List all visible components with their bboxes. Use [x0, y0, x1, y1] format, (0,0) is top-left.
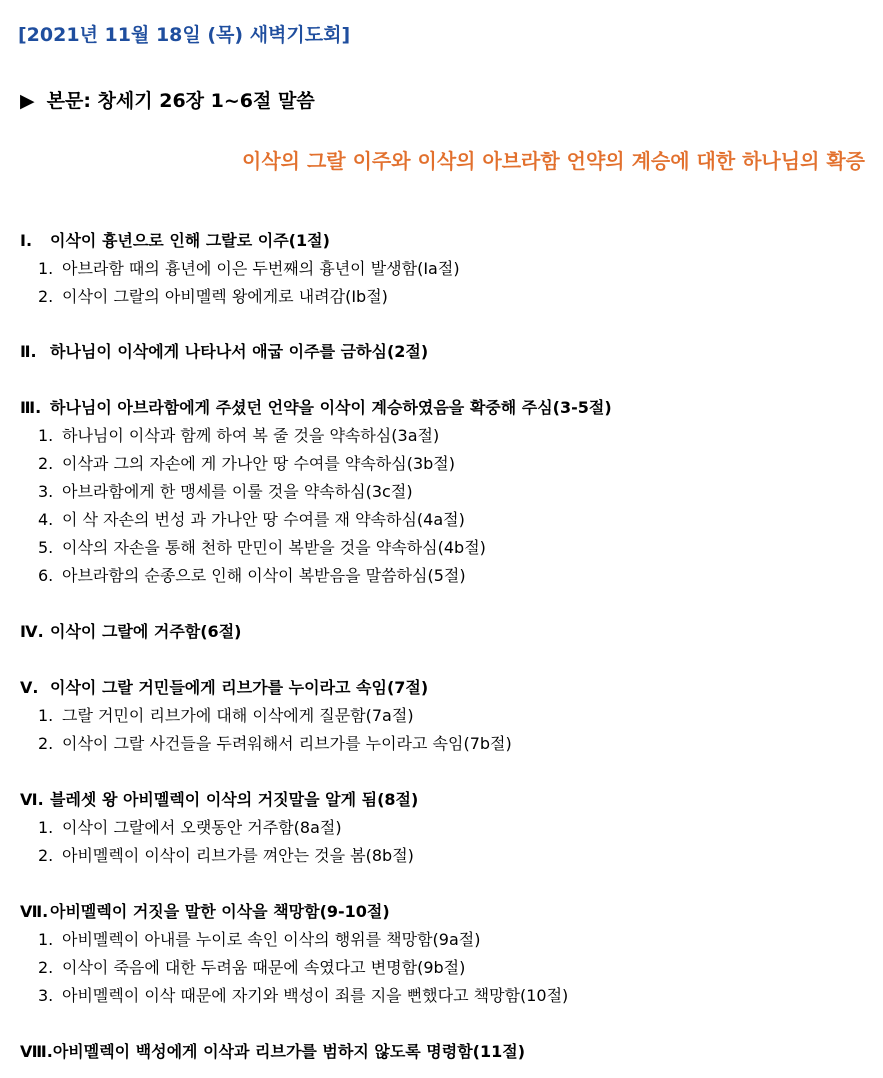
item-text: 하나님이 이삭과 함께 하여 복 줄 것을 약속하심(3a절) [62, 426, 440, 445]
service-date-heading: [2021년 11월 18일 (목) 새벽기도회] [18, 24, 351, 46]
section-title: 하나님이 아브라함에게 주셨던 언약을 이삭이 계승하였음을 확중해 주심(3-5절) [50, 398, 612, 417]
item-number: 2. [38, 958, 54, 977]
section-number: Ⅳ. [20, 622, 44, 641]
item-text: 이 삭 자손의 번성 과 가나안 땅 수여를 재 약속하심(4a절) [62, 510, 465, 529]
list-item [38, 983, 568, 1006]
item-number: 2. [38, 734, 54, 753]
list-item [38, 815, 342, 838]
item-text: 아비멜렉이 이삭이 리브가를 껴안는 것을 봄(8b절) [62, 846, 414, 865]
list-item [38, 451, 455, 474]
item-text: 이삭이 그랄의 아비멜렉 왕에게로 내려감(Ib절) [62, 287, 388, 306]
item-number: 5. [38, 538, 54, 557]
section-heading [20, 339, 428, 362]
item-text: 아브라함의 순종으로 인해 이삭이 복받음을 말씀하심(5절) [62, 566, 466, 585]
list-item [38, 284, 388, 307]
section-number: Ⅵ. [20, 790, 44, 809]
section-title: 블레셋 왕 아비멜렉이 이삭의 거짓말을 알게 됨(8절) [50, 790, 419, 809]
section-heading [20, 675, 428, 698]
item-text: 그랄 거민이 리브가에 대해 이삭에게 질문함(7a절) [62, 706, 414, 725]
list-item [38, 843, 414, 866]
section-number: Ⅴ. [20, 678, 39, 697]
list-item [38, 256, 460, 279]
section-title: 아비멜렉이 거짓을 말한 이삭을 책망함(9-10절) [50, 902, 390, 921]
list-item [38, 927, 480, 950]
list-item [38, 423, 439, 446]
item-number: 3. [38, 986, 54, 1005]
item-number: 4. [38, 510, 54, 529]
item-text: 아브라함 때의 흉년에 이은 두번째의 흉년이 발생함(Ia절) [62, 259, 460, 278]
list-item [38, 703, 414, 726]
section-heading [20, 228, 330, 251]
section-title: 이삭이 그랄 거민들에게 리브가를 누이라고 속임(7절) [50, 678, 429, 697]
item-number: 1. [38, 426, 54, 445]
list-item [38, 955, 465, 978]
list-item [38, 563, 466, 586]
item-text: 아비멜렉이 이삭 때문에 자기와 백성이 죄를 지을 뻔했다고 책망함(10절) [62, 986, 569, 1005]
triangle-bullet-icon: ▶ [20, 90, 35, 112]
section-number: Ⅷ. [20, 1042, 53, 1061]
item-number: 3. [38, 482, 54, 501]
item-text: 아비멜렉이 아내를 누이로 속인 이삭의 행위를 책망함(9a절) [62, 930, 481, 949]
scripture-reference [20, 86, 315, 113]
list-item [38, 479, 413, 502]
section-heading [20, 619, 241, 642]
section-heading [20, 899, 390, 922]
list-item [38, 731, 512, 754]
section-number: Ⅲ. [20, 398, 42, 417]
item-text: 이삭이 죽음에 대한 두려움 때문에 속였다고 변명함(9b절) [62, 958, 466, 977]
item-text: 아브라함에게 한 맹세를 이룰 것을 약속하심(3c절) [62, 482, 413, 501]
section-number: Ⅱ. [20, 342, 37, 361]
section-heading [20, 395, 612, 418]
item-text: 이삭이 그랄에서 오랫동안 거주함(8a절) [62, 818, 342, 837]
item-number: 1. [38, 706, 54, 725]
list-item [38, 507, 465, 530]
section-title: 하나님이 이삭에게 나타나서 애굽 이주를 금하심(2절) [50, 342, 429, 361]
section-heading [20, 1039, 525, 1062]
item-text: 이삭의 자손을 통해 천하 만민이 복받을 것을 약속하심(4b절) [62, 538, 486, 557]
item-number: 1. [38, 818, 54, 837]
section-number: Ⅰ. [20, 231, 33, 250]
sermon-title: 이삭의 그랄 이주와 이삭의 아브라함 언약의 계승에 대한 하나님의 확증 [242, 149, 865, 173]
item-number: 2. [38, 287, 54, 306]
item-number: 1. [38, 930, 54, 949]
list-item [38, 535, 486, 558]
item-text: 이삭과 그의 자손에 게 가나안 땅 수여를 약속하심(3b절) [62, 454, 455, 473]
section-title: 이삭이 흉년으로 인해 그랄로 이주(1절) [50, 231, 330, 250]
section-number: Ⅶ. [20, 902, 49, 921]
item-number: 1. [38, 259, 54, 278]
section-title: 이삭이 그랄에 거주함(6절) [50, 622, 242, 641]
item-number: 2. [38, 846, 54, 865]
item-number: 6. [38, 566, 54, 585]
scripture-text: 본문: 창세기 26장 1~6절 말씀 [46, 90, 315, 112]
item-number: 2. [38, 454, 54, 473]
section-heading [20, 787, 418, 810]
item-text: 이삭이 그랄 사건들을 두려워해서 리브가를 누이라고 속임(7b절) [62, 734, 512, 753]
section-title: 아비멜렉이 백성에게 이삭과 리브가를 범하지 않도록 명령함(11절) [52, 1042, 526, 1061]
